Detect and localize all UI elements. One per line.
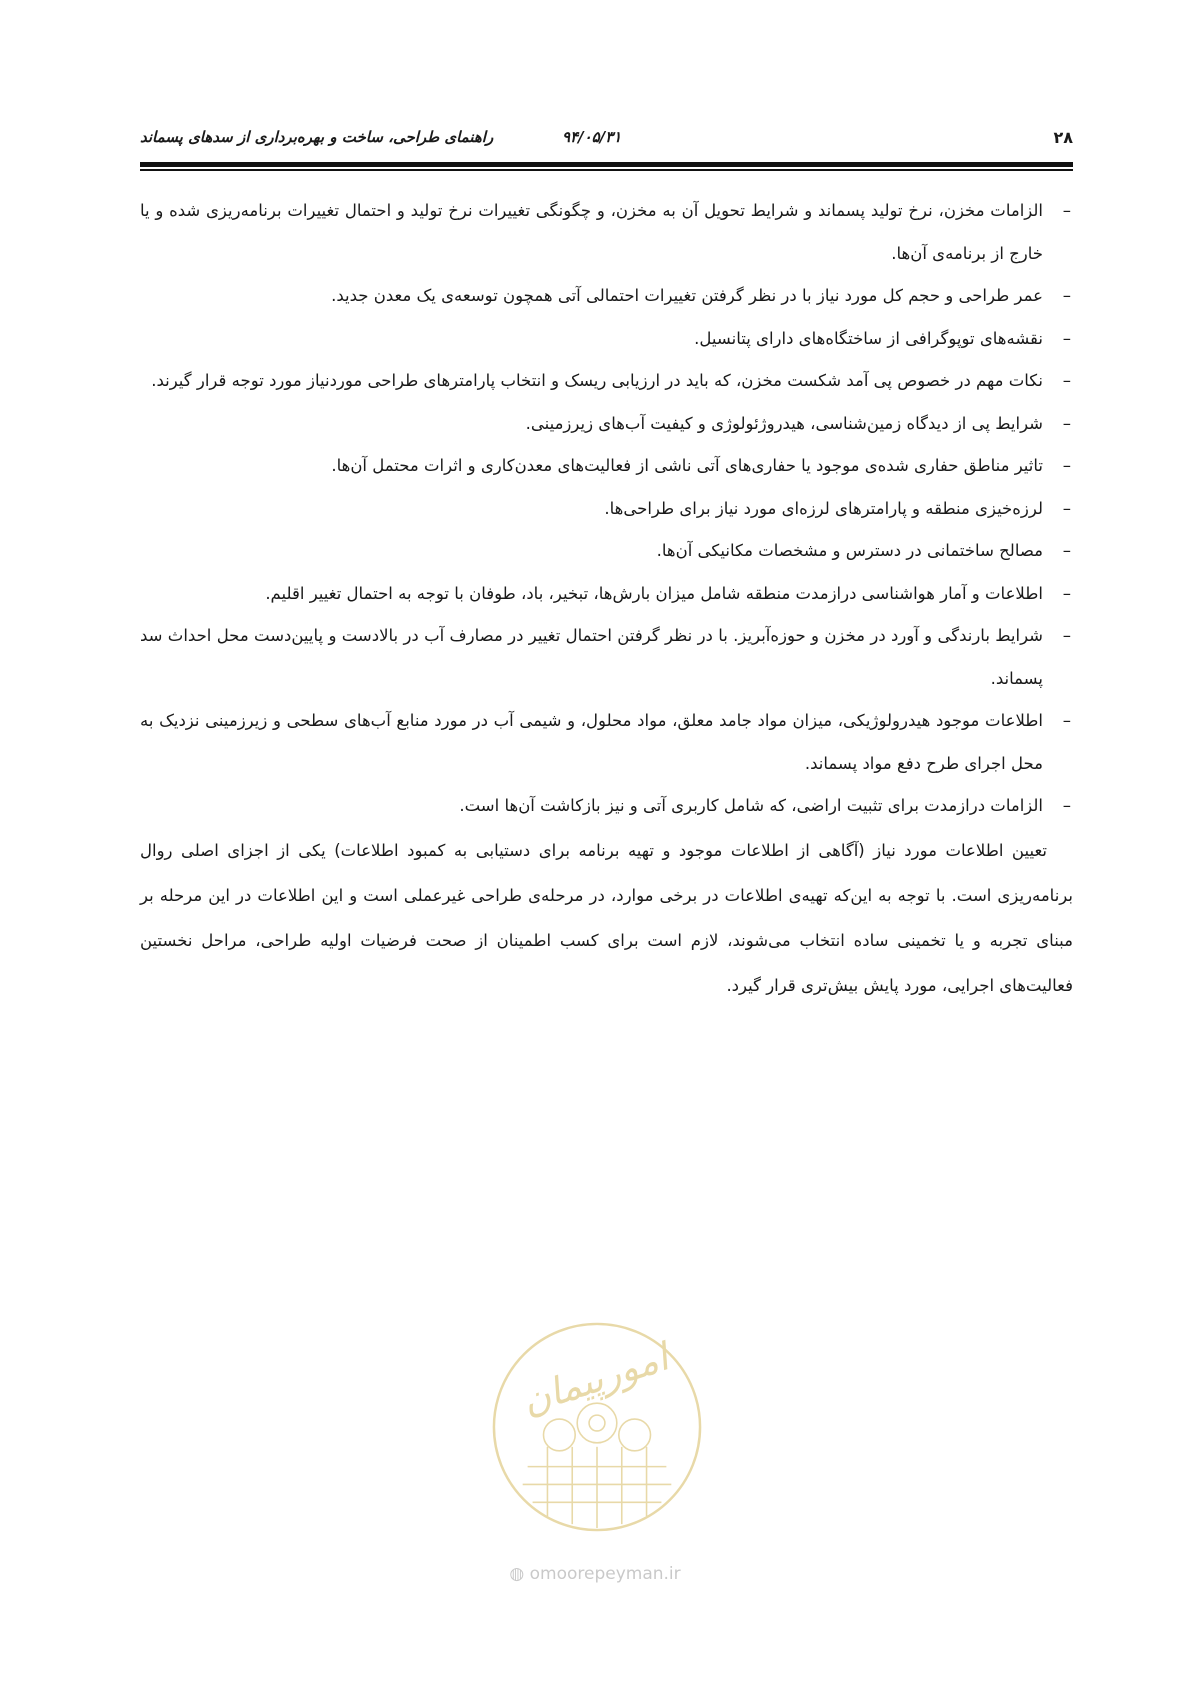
bullet-dash: – — [1062, 286, 1071, 305]
watermark-logo — [488, 1318, 706, 1536]
bullet-dash: – — [1062, 413, 1071, 433]
list-item — [140, 275, 1073, 318]
list-item-text: تاثیر مناطق حفاری شده‌ی موجود یا حفاری‌های آتی ناشی از فعالیت‌های معدن‌کاری و اثرات محتمل آن‌ها. — [331, 456, 1043, 475]
list-item-text: عمر طراحی و حجم کل مورد نیاز با در نظر گرفتن تغییرات احتمالی آتی همچون توسعه‌ی یک معدن جدید. — [331, 286, 1043, 305]
bullet-dash: – — [1062, 371, 1071, 390]
list-item — [140, 445, 1073, 488]
list-item-text: اطلاعات موجود هیدرولوژیکی، میزان مواد جامد معلق، مواد محلول، و شیمی آب در مورد منابع آب‌های سطحی و زیرزمینی نزدیک به محل اجرای طرح دفع مواد پسماند. — [140, 711, 1043, 773]
page-body — [140, 190, 1073, 1008]
bullet-dash: – — [1062, 711, 1071, 730]
header-date: ۹۴/۰۵/۳۱ — [562, 128, 622, 146]
list-item-text: لرزه‌خیزی منطقه و پارامترهای لرزه‌ای مورد نیاز برای طراحی‌ها. — [604, 498, 1043, 518]
header-rule-thick — [140, 162, 1073, 167]
list-item — [140, 573, 1073, 616]
watermark-url-text: omoorepeyman.ir — [529, 1564, 681, 1584]
list-item-text: الزامات درازمدت برای تثبیت اراضی، که شامل کاربری آتی و نیز بازکاشت آن‌ها است. — [459, 796, 1043, 815]
list-item — [140, 360, 1073, 403]
body-paragraph: تعیین اطلاعات مورد نیاز (آگاهی از اطلاعات موجود و تهیه برنامه برای دستیابی به کمبود اطلاعات) یکی از اجزای اصلی روال برنامه‌ریزی است. با توجه به این‌که تهیه‌ی اطلاعات در برخی موارد، در مرحله‌ی طراحی غیرعملی است و این اطلاعات در این مرحله بر مبنای تجربه و یا تخمینی ساده انتخاب می‌شوند، لازم است برای کسب اطمینان از صحت فرضیات اولیه طراحی، مراحل نخستین فعالیت‌های اجرایی، مورد پایش بیش‌تری قرار گیرد. — [140, 840, 1073, 995]
list-item-text: شرایط پی از دیدگاه زمین‌شناسی، هیدروژئولوژی و کیفیت آب‌های زیرزمینی. — [525, 413, 1043, 433]
running-title: راهنمای طراحی، ساخت و بهره‌برداری از سدهای پسماند — [140, 128, 494, 146]
watermark-url — [0, 1564, 1190, 1584]
list-item — [140, 318, 1073, 361]
watermark-globe-icon: ◍ — [509, 1564, 525, 1584]
bullet-dash: – — [1062, 626, 1071, 645]
list-item — [140, 615, 1073, 700]
list-item-text: الزامات مخزن، نرخ تولید پسماند و شرایط تحویل آن به مخزن، و چگونگی تغییرات نرخ تولید و احتمال تغییرات برنامه‌ریزی شده و یا خارج از برنامه‌ی آن‌ها. — [140, 201, 1043, 263]
list-item — [140, 700, 1073, 785]
bullet-dash: – — [1062, 498, 1071, 518]
list-item-text: نکات مهم در خصوص پی آمد شکست مخزن، که باید در ارزیابی ریسک و انتخاب پارامترهای طراحی موردنیاز مورد توجه قرار گیرند. — [151, 371, 1043, 390]
bullet-dash: – — [1062, 201, 1071, 220]
list-item — [140, 785, 1073, 828]
list-item — [140, 530, 1073, 573]
header-rule-thin — [140, 169, 1073, 171]
page-header — [140, 128, 1073, 158]
bullet-dash: – — [1062, 541, 1071, 560]
bullet-dash: – — [1062, 583, 1071, 603]
bullet-dash: – — [1062, 456, 1071, 475]
bullet-dash: – — [1062, 796, 1071, 815]
watermark-logo-text: امورپیمان — [516, 1334, 674, 1424]
list-item-text: اطلاعات و آمار هواشناسی درازمدت منطقه شامل میزان بارش‌ها، تبخیر، باد، طوفان با توجه به احتمال تغییر اقلیم. — [265, 583, 1043, 603]
list-item-text: مصالح ساختمانی در دسترس و مشخصات مکانیکی آن‌ها. — [656, 541, 1043, 560]
bullet-dash: – — [1062, 328, 1071, 348]
list-item-text: نقشه‌های توپوگرافی از ساختگاه‌های دارای پتانسیل. — [694, 328, 1043, 348]
list-item — [140, 488, 1073, 531]
page-number: ۲۸ — [1053, 128, 1073, 147]
requirements-list — [140, 190, 1073, 828]
list-item — [140, 403, 1073, 446]
list-item-text: شرایط بارندگی و آورد در مخزن و حوزه‌آبریز. با در نظر گرفتن احتمال تغییر در مصارف آب در بالادست و پایین‌دست محل احداث سد پسماند. — [140, 626, 1043, 688]
list-item — [140, 190, 1073, 275]
